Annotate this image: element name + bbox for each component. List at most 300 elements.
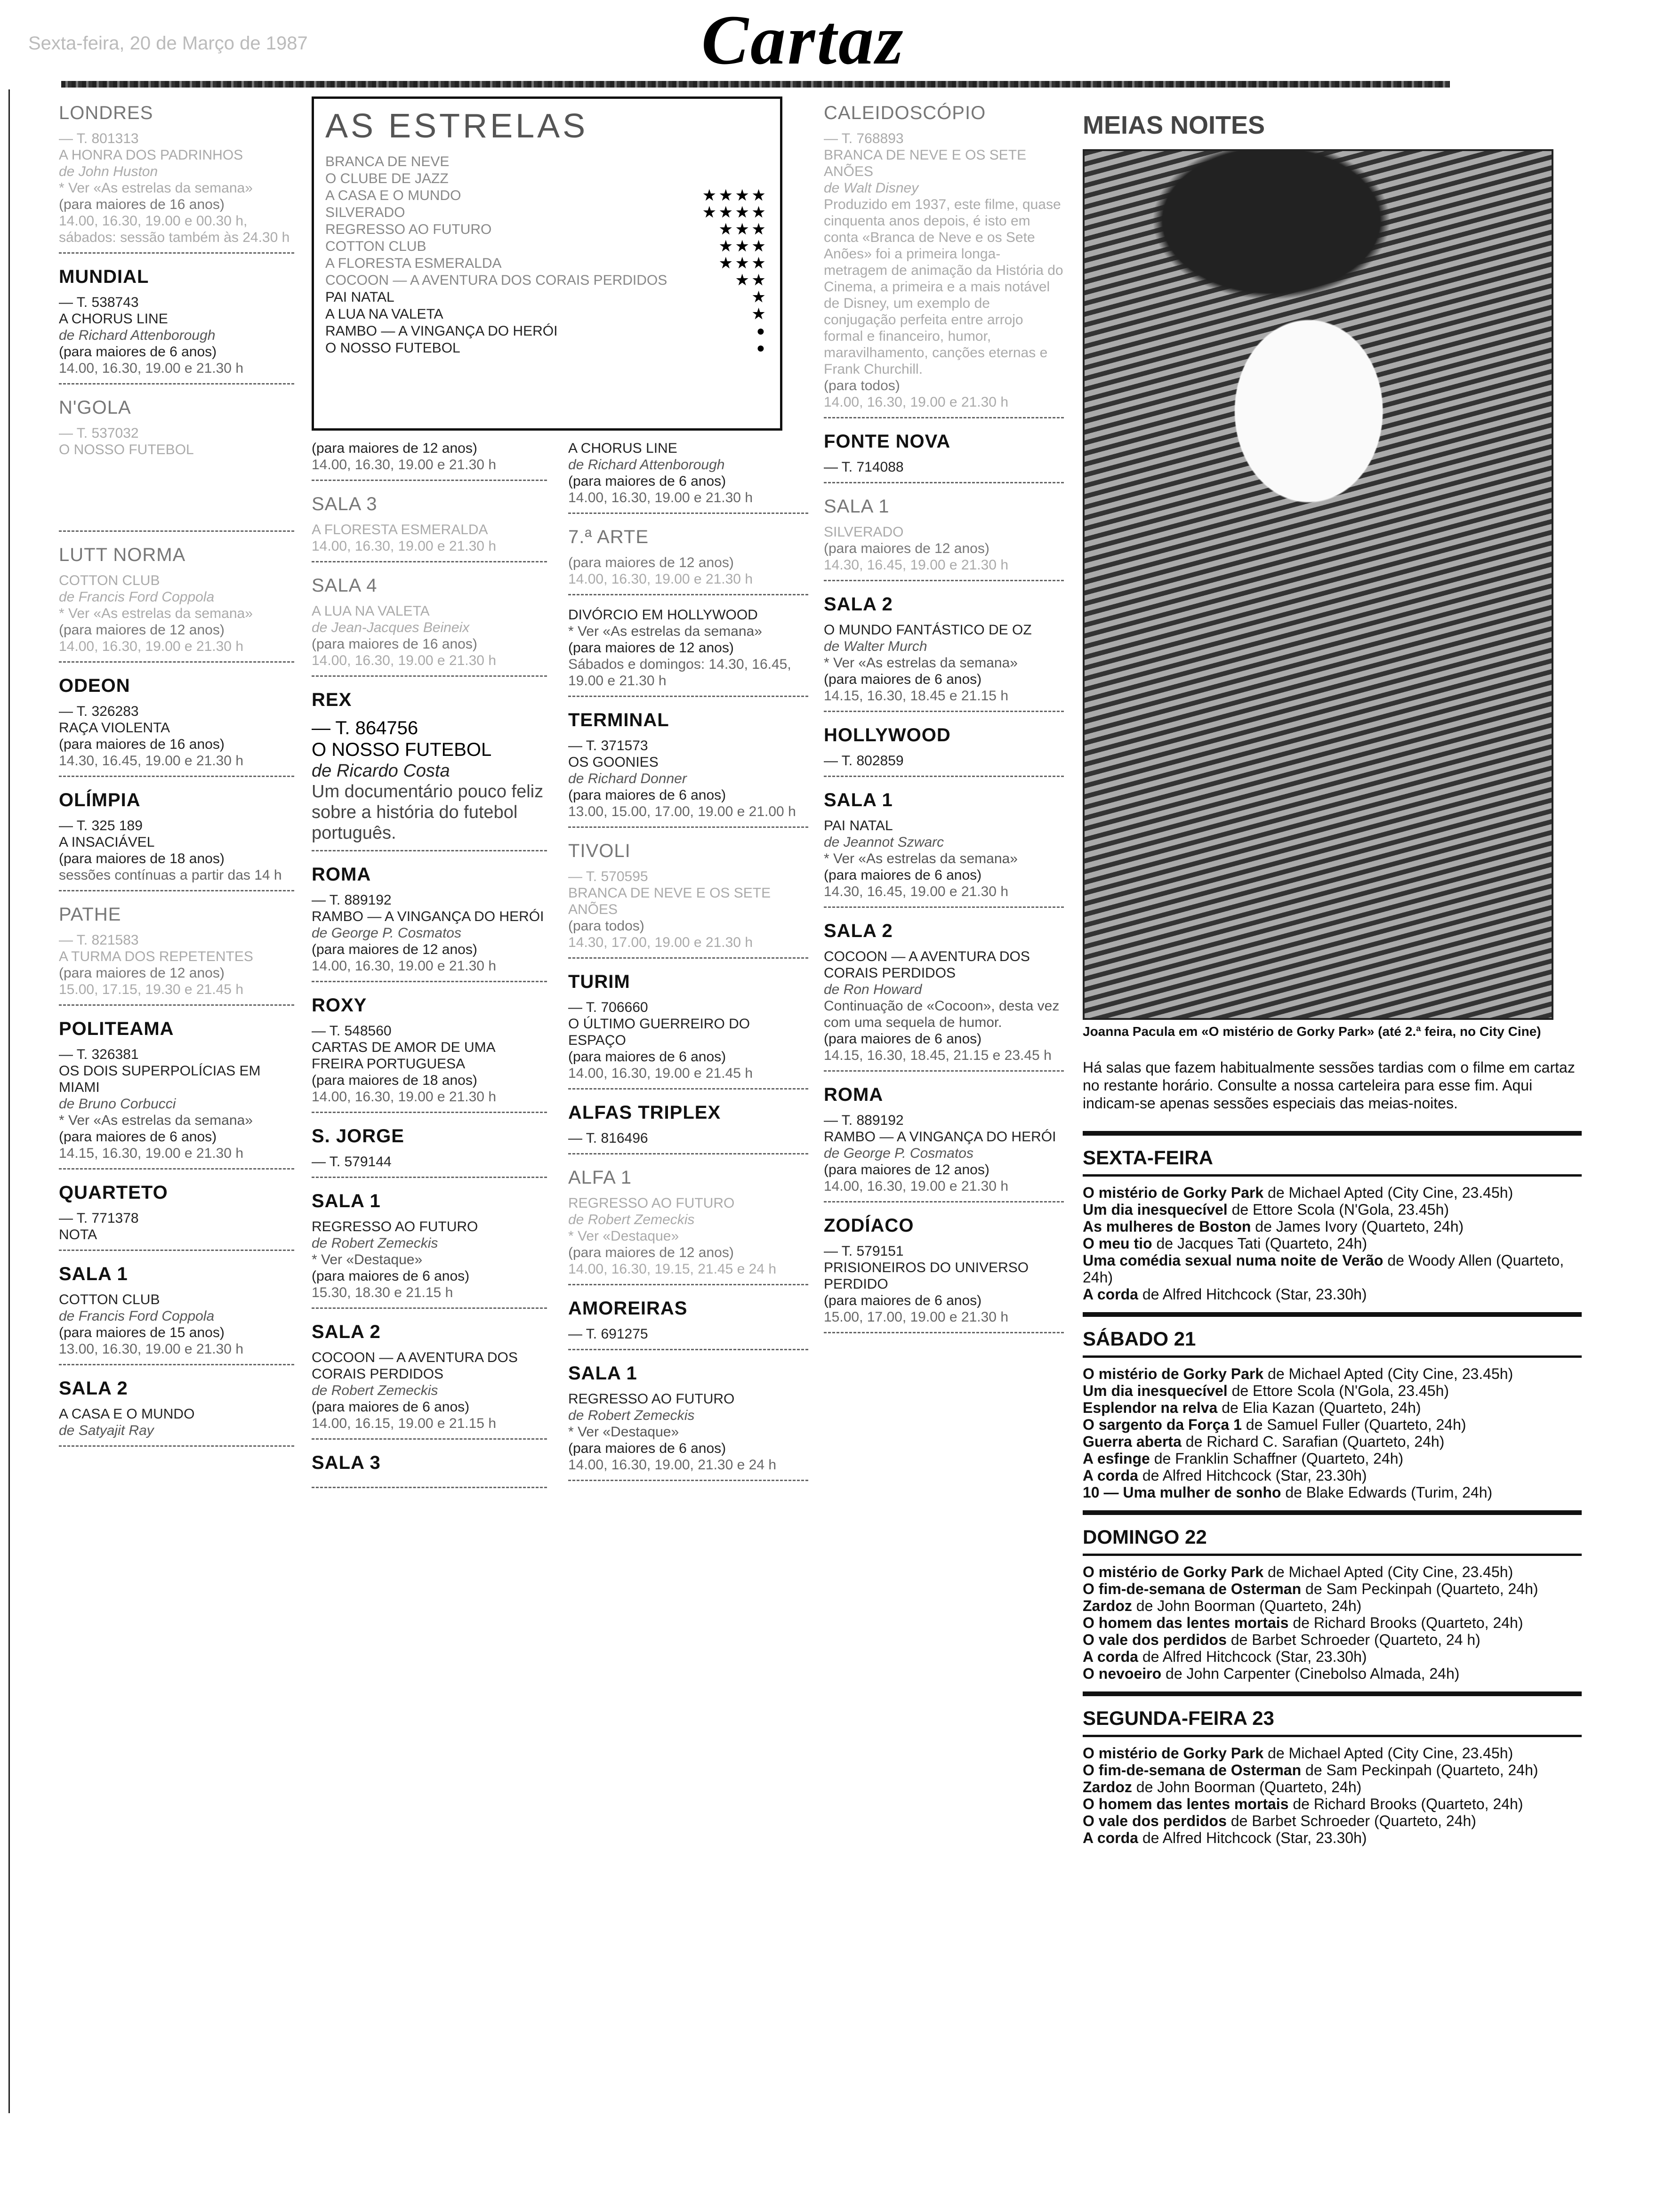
star-rating: ★★ (736, 272, 769, 288)
film-director: de Bruno Corbucci (59, 1096, 176, 1112)
cinema-section (824, 1214, 1064, 1333)
cinema-section (59, 788, 294, 891)
day-rule (1083, 1554, 1582, 1556)
film-title: REGRESSO AO FUTURO (568, 1391, 735, 1407)
showtimes: 13.00, 16.30, 19.00 e 21.30 h (59, 1341, 244, 1357)
star-film-title: A FLORESTA ESMERALDA (325, 256, 502, 271)
film-title: CARTAS DE AMOR DE UMA FREIRA PORTUGUESA (312, 1040, 495, 1072)
film-entry (568, 1195, 808, 1277)
film-entry (59, 294, 294, 377)
age-rating: (para maiores de 12 anos) (568, 555, 734, 570)
cinema-section (312, 688, 547, 851)
showtimes: 14.00, 16.30, 19.00 e 21.30 h (312, 958, 497, 974)
page-edge (8, 89, 10, 2113)
showtimes: 14.00, 16.30, 19.00 e 21.30 h (312, 653, 497, 668)
film-director: de Satyajit Ray (59, 1423, 154, 1438)
late-show-film: 10 — Uma mulher de sonho (1083, 1484, 1281, 1501)
film-entry (59, 932, 294, 998)
late-show-details: de Alfred Hitchcock (Star, 23.30h) (1138, 1467, 1367, 1484)
film-note: * Ver «As estrelas da semana» (824, 851, 1018, 866)
film-title: RAMBO — A VINGANÇA DO HERÓI (824, 1129, 1056, 1145)
late-show (1083, 1614, 1582, 1631)
film-title: A FLORESTA ESMERALDA (312, 522, 488, 537)
star-film-title: PAI NATAL (325, 289, 394, 305)
cinema-section (59, 1181, 294, 1251)
day-heading: DOMINGO 22 (1083, 1510, 1582, 1549)
film-entry (59, 1406, 294, 1439)
cinema-name: SALA 1 (312, 1191, 381, 1211)
film-title: COTTON CLUB (59, 573, 160, 588)
cinema-section (312, 574, 547, 677)
late-show-details: de John Boorman (Quarteto, 24h) (1132, 1597, 1362, 1614)
age-rating: (para maiores de 6 anos) (568, 473, 726, 489)
film-title: OS GOONIES (568, 754, 659, 770)
film-note: * Ver «As estrelas da semana» (568, 624, 762, 639)
film-entry (824, 459, 1064, 475)
stars-box (312, 96, 782, 431)
cinema-section (312, 440, 547, 481)
late-show-details: de Ettore Scola (N'Gola, 23.45h) (1227, 1201, 1449, 1218)
age-rating: (para maiores de 6 anos) (59, 344, 217, 360)
phone-number: — T. 691275 (568, 1326, 648, 1342)
late-show-film: O fim-de-semana de Osterman (1083, 1580, 1302, 1597)
late-show (1083, 1252, 1582, 1286)
day-heading: SÁBADO 21 (1083, 1312, 1582, 1351)
late-show-details: de Franklin Schaffner (Quarteto, 24h) (1150, 1450, 1404, 1467)
film-note: * Ver «As estrelas da semana» (824, 655, 1018, 671)
cinema-name: SALA 2 (312, 1322, 381, 1342)
stars-list (325, 153, 769, 357)
film-note: Continuação de «Cocoon», desta vez com uma sequela de humor. (824, 998, 1060, 1030)
cinema-name: REX (312, 689, 352, 710)
star-film-title: O CLUBE DE JAZZ (325, 171, 449, 186)
late-show-details: de John Carpenter (Cinebolso Almada, 24h) (1161, 1665, 1460, 1682)
cinema-name: SALA 1 (824, 790, 893, 810)
film-entry (312, 892, 547, 974)
film-entry (59, 425, 294, 458)
late-show (1083, 1829, 1582, 1846)
age-rating: (para maiores de 12 anos) (59, 965, 225, 981)
late-show-film: O meu tio (1083, 1235, 1152, 1252)
film-note: * Ver «Destaque» (568, 1228, 679, 1244)
cinema-section (59, 903, 294, 1006)
late-show-film: O mistério de Gorky Park (1083, 1745, 1264, 1762)
cinema-name: SALA 1 (568, 1363, 637, 1384)
stars-title: AS ESTRELAS (325, 107, 588, 145)
film-entry (312, 1218, 547, 1301)
film-director: de George P. Cosmatos (824, 1146, 973, 1161)
star-row (325, 187, 769, 204)
showtimes: 15.30, 18.30 e 21.15 h (312, 1285, 453, 1300)
late-show-details: de Blake Edwards (Turim, 24h) (1281, 1484, 1493, 1501)
film-note: * Ver «Destaque» (568, 1424, 679, 1440)
film-director: de Jeannot Szwarc (824, 834, 944, 850)
film-director: de Ricardo Costa (312, 761, 450, 781)
cinema-name: CALEIDOSCÓPIO (824, 103, 986, 123)
late-show-film: O mistério de Gorky Park (1083, 1563, 1264, 1580)
film-entry (824, 753, 1064, 769)
late-show (1083, 1218, 1582, 1235)
late-show (1083, 1484, 1582, 1501)
cinema-section (568, 440, 808, 514)
phone-number: — T. 579151 (824, 1243, 904, 1259)
late-show (1083, 1745, 1582, 1762)
late-show (1083, 1631, 1582, 1648)
cinema-name: N'GOLA (59, 397, 131, 418)
phone-number: — T. 326283 (59, 704, 139, 719)
phone-number: — T. 537032 (59, 425, 139, 441)
cinema-name: HOLLYWOOD (824, 725, 951, 745)
listing-column-1 (59, 96, 294, 1458)
day-listings (1083, 1131, 1582, 1846)
star-row (325, 306, 769, 323)
phone-number: — T. 816496 (568, 1130, 648, 1146)
cinema-section (312, 1189, 547, 1309)
cinema-name: ROMA (312, 864, 371, 885)
film-note: * Ver «Destaque» (312, 1252, 423, 1267)
cinema-name: ALFA 1 (568, 1167, 632, 1188)
cinema-name: ZODÍACO (824, 1215, 914, 1236)
star-rating: ★ (752, 306, 769, 322)
phone-number: — T. 579144 (312, 1154, 392, 1170)
showtimes: 15.00, 17.15, 19.30 e 21.45 h (59, 982, 244, 997)
late-show-details: de Alfred Hitchcock (Star, 23.30h) (1138, 1286, 1367, 1303)
star-row (325, 255, 769, 272)
film-title: A TURMA DOS REPETENTES (59, 949, 253, 964)
showtimes: 14.00, 16.30, 19.00 e 21.30 h (568, 490, 753, 505)
film-director: de Walt Disney (824, 180, 919, 196)
late-show (1083, 1563, 1582, 1580)
film-title: A CASA E O MUNDO (59, 1406, 195, 1422)
late-show-details: de Ettore Scola (N'Gola, 23.45h) (1227, 1382, 1449, 1399)
phone-number: — T. 326381 (59, 1047, 139, 1062)
showtimes: 14.00, 16.15, 19.00 e 21.15 h (312, 1416, 497, 1431)
age-rating: (para maiores de 6 anos) (824, 1293, 982, 1308)
age-rating: (para maiores de 6 anos) (312, 1399, 470, 1415)
late-show (1083, 1399, 1582, 1416)
star-rating: ★★★ (719, 222, 769, 237)
showtimes: 14.00, 16.30, 19.00 e 00.30 h, sábados: sessão também às 24.30 h (59, 213, 290, 245)
cinema-name: SALA 1 (59, 1264, 128, 1284)
age-rating: (para maiores de 16 anos) (312, 636, 477, 652)
showtimes: 14.00, 16.30, 19.00, 21.30 e 24 h (568, 1457, 777, 1473)
film-entry (312, 440, 547, 473)
film-title: SILVERADO (824, 524, 904, 540)
top-rule (61, 81, 1450, 88)
late-show-details: de Barbet Schroeder (Quarteto, 24 h) (1226, 1631, 1480, 1648)
showtimes: Sábados e domingos: 14.30, 16.45, 19.00 e 21.30 h (568, 657, 791, 689)
late-show-details: de Richard C. Sarafian (Quarteto, 24h) (1181, 1433, 1445, 1450)
late-show (1083, 1467, 1582, 1484)
late-show-film: O nevoeiro (1083, 1665, 1162, 1682)
film-title: BRANCA DE NEVE E OS SETE ANÕES (568, 885, 771, 917)
star-row (325, 204, 769, 221)
star-row (325, 238, 769, 255)
cinema-name: TIVOLI (568, 841, 631, 861)
cinema-name: SALA 3 (312, 1452, 381, 1473)
film-entry (568, 607, 808, 689)
film-title: PRISIONEIROS DO UNIVERSO PERDIDO (824, 1260, 1029, 1292)
film-title: DIVÓRCIO EM HOLLYWOOD (568, 607, 758, 623)
film-entry (59, 1210, 294, 1243)
star-film-title: SILVERADO (325, 205, 405, 220)
listing-column-3 (568, 440, 808, 1492)
actress-photo (1083, 149, 1553, 1020)
age-rating: (para todos) (568, 918, 644, 934)
cinema-section (59, 101, 294, 254)
phone-number: — T. 371573 (568, 738, 648, 753)
cinema-name: ROXY (312, 995, 367, 1016)
film-title: BRANCA DE NEVE E OS SETE ANÕES (824, 147, 1027, 179)
cinema-section (824, 495, 1064, 581)
film-entry (824, 622, 1064, 704)
cinema-name: TURIM (568, 971, 630, 992)
film-entry (568, 737, 808, 820)
masthead: Cartaz (701, 1, 905, 79)
late-show-details: de Alfred Hitchcock (Star, 23.30h) (1138, 1829, 1367, 1846)
film-entry (568, 440, 808, 506)
age-rating: (para maiores de 16 anos) (59, 737, 225, 752)
late-show-details: de James Ivory (Quarteto, 24h) (1251, 1218, 1464, 1235)
film-entry (312, 1154, 547, 1170)
star-rating: ★★★★ (703, 205, 769, 220)
star-rating: ● (756, 323, 769, 339)
film-title: O ÚLTIMO GUERREIRO DO ESPAÇO (568, 1016, 750, 1048)
film-note: Um documentário pouco feliz sobre a história do futebol português. (312, 782, 544, 843)
showtimes: 14.15, 16.30, 19.00 e 21.30 h (59, 1146, 244, 1161)
phone-number: — T. 570595 (568, 869, 648, 884)
cinema-section (312, 1451, 547, 1488)
late-show (1083, 1433, 1582, 1450)
age-rating: (para maiores de 6 anos) (568, 1441, 726, 1456)
age-rating: (para maiores de 18 anos) (59, 851, 225, 866)
film-title: O NOSSO FUTEBOL (312, 739, 492, 760)
film-entry (59, 130, 294, 246)
cinema-section (568, 1297, 808, 1350)
phone-number: — T. 714088 (824, 459, 904, 475)
meias-noites-column (1083, 96, 1582, 1846)
age-rating: (para maiores de 12 anos) (824, 541, 989, 556)
meias-title: MEIAS NOITES (1083, 111, 1265, 139)
film-title: A CHORUS LINE (59, 311, 168, 327)
cinema-section (568, 525, 808, 595)
cinema-section (568, 607, 808, 697)
age-rating: (para maiores de 18 anos) (312, 1073, 477, 1088)
film-entry (59, 1046, 294, 1162)
late-show-film: Um dia inesquecível (1083, 1382, 1228, 1399)
cinema-name: SALA 2 (59, 1378, 128, 1399)
late-show-details: de Michael Apted (City Cine, 23.45h) (1263, 1745, 1513, 1762)
showtimes: 14.00, 16.30, 19.00 e 21.30 h (312, 457, 497, 473)
phone-number: — T. 821583 (59, 932, 139, 948)
cinema-section (59, 1017, 294, 1170)
late-show (1083, 1597, 1582, 1614)
late-show-film: As mulheres de Boston (1083, 1218, 1251, 1235)
film-director: de Walter Murch (824, 639, 927, 654)
star-film-title: RAMBO — A VINGANÇA DO HERÓI (325, 323, 558, 339)
film-title: OS DOIS SUPERPOLÍCIAS EM MIAMI (59, 1063, 261, 1095)
film-entry (568, 999, 808, 1082)
showtimes: 14.30, 17.00, 19.00 e 21.30 h (568, 935, 753, 950)
faded-text (59, 458, 294, 524)
film-director: de Robert Zemeckis (568, 1212, 695, 1227)
film-director: de Robert Zemeckis (312, 1383, 438, 1398)
showtimes: 14.00, 16.30, 19.15, 21.45 e 24 h (568, 1261, 777, 1277)
showtimes: 14.30, 16.45, 19.00 e 21.30 h (824, 884, 1009, 899)
film-entry (824, 130, 1064, 410)
cinema-name: SALA 4 (312, 575, 378, 596)
age-rating: (para maiores de 6 anos) (59, 1129, 217, 1145)
cinema-section (824, 593, 1064, 712)
late-show-film: O mistério de Gorky Park (1083, 1184, 1264, 1201)
age-rating: (para maiores de 12 anos) (824, 1162, 989, 1178)
cinema-name: 7.ª ARTE (568, 527, 649, 547)
showtimes: 15.00, 17.00, 19.00 e 21.30 h (824, 1309, 1009, 1325)
late-show-film: Zardoz (1083, 1779, 1132, 1795)
late-show (1083, 1184, 1582, 1201)
late-show-details: de Richard Brooks (Quarteto, 24h) (1288, 1614, 1523, 1631)
star-film-title: A LUA NA VALETA (325, 306, 443, 322)
cinema-section (59, 543, 294, 663)
star-row (325, 170, 769, 187)
film-entry (59, 703, 294, 769)
film-title: A LUA NA VALETA (312, 603, 430, 619)
star-rating: ★★★ (719, 256, 769, 271)
late-show (1083, 1235, 1582, 1252)
cinema-name: S. JORGE (312, 1126, 404, 1146)
late-show-details: de Alfred Hitchcock (Star, 23.30h) (1138, 1648, 1367, 1665)
late-show (1083, 1286, 1582, 1303)
cinema-section (568, 708, 808, 828)
film-entry (59, 572, 294, 655)
late-show-film: O homem das lentes mortais (1083, 1795, 1289, 1812)
showtimes: 14.00, 16.30, 19.00 e 21.30 h (312, 538, 497, 554)
film-title: COTTON CLUB (59, 1292, 160, 1307)
cinema-section (312, 863, 547, 982)
showtimes: 14.30, 16.45, 19.00 e 21.30 h (824, 557, 1009, 573)
late-show-film: A corda (1083, 1467, 1138, 1484)
star-rating: ★★★★ (703, 188, 769, 203)
age-rating: (para maiores de 6 anos) (312, 1268, 470, 1284)
late-show-details: de Samuel Fuller (Quarteto, 24h) (1241, 1416, 1466, 1433)
film-entry (824, 948, 1064, 1064)
star-row (325, 221, 769, 238)
age-rating: (para maiores de 12 anos) (312, 942, 477, 957)
late-show-details: de John Boorman (Quarteto, 24h) (1132, 1779, 1362, 1795)
late-show-details: de Richard Brooks (Quarteto, 24h) (1288, 1795, 1523, 1812)
date-line: Sexta-feira, 20 de Março de 1987 (28, 33, 308, 54)
film-title: A INSACIÁVEL (59, 834, 155, 850)
star-film-title: A CASA E O MUNDO (325, 188, 461, 203)
film-title: O NOSSO FUTEBOL (59, 442, 194, 457)
film-entry (568, 868, 808, 951)
film-title: COCOON — A AVENTURA DOS CORAIS PERDIDOS (312, 1350, 518, 1382)
star-film-title: O NOSSO FUTEBOL (325, 340, 460, 356)
age-rating: (para todos) (824, 378, 900, 393)
star-row (325, 289, 769, 306)
film-entry (312, 1023, 547, 1105)
late-show (1083, 1382, 1582, 1399)
late-show-film: Um dia inesquecível (1083, 1201, 1228, 1218)
phone-number: — T. 538743 (59, 295, 139, 310)
cinema-section (59, 396, 294, 532)
star-film-title: REGRESSO AO FUTURO (325, 222, 492, 237)
cinema-name: LUTT NORMA (59, 545, 186, 565)
late-show-details: de Elia Kazan (Quarteto, 24h) (1217, 1399, 1421, 1416)
age-rating: (para maiores de 16 anos) (59, 197, 225, 212)
late-show-film: A corda (1083, 1829, 1138, 1846)
film-director: de Jean-Jacques Beineix (312, 620, 470, 635)
film-director: de John Huston (59, 164, 158, 179)
day-heading: SEXTA-FEIRA (1083, 1131, 1582, 1170)
cinema-section (59, 674, 294, 777)
film-entry (824, 524, 1064, 573)
late-show-film: O mistério de Gorky Park (1083, 1365, 1264, 1382)
star-film-title: COCOON — A AVENTURA DOS CORAIS PERDIDOS (325, 272, 668, 288)
cinema-name: ALFAS TRIPLEX (568, 1102, 721, 1123)
late-show-film: O homem das lentes mortais (1083, 1614, 1289, 1631)
late-show-film: A corda (1083, 1648, 1138, 1665)
cinema-section (824, 919, 1064, 1072)
age-rating: (para maiores de 6 anos) (568, 1049, 726, 1065)
film-director: de George P. Cosmatos (312, 925, 461, 941)
cinema-name: ODEON (59, 675, 130, 696)
star-rating: ★ (752, 289, 769, 305)
showtimes: 14.00, 16.30, 19.00 e 21.30 h (59, 361, 244, 376)
film-entry (568, 1130, 808, 1146)
age-rating: (para maiores de 12 anos) (312, 441, 477, 456)
age-rating: (para maiores de 6 anos) (824, 672, 982, 687)
showtimes: 14.15, 16.30, 18.45 e 21.15 h (824, 688, 1009, 704)
late-show (1083, 1365, 1582, 1382)
day-rule (1083, 1174, 1582, 1177)
film-director: de Richard Attenborough (568, 457, 725, 473)
cinema-section (568, 970, 808, 1090)
film-title: A CHORUS LINE (568, 441, 677, 456)
film-note: * Ver «As estrelas da semana» (59, 1113, 253, 1128)
film-entry (824, 817, 1064, 900)
cinema-name: OLÍMPIA (59, 790, 141, 810)
phone-number: — T. 768893 (824, 131, 904, 146)
star-rating: ★★★ (719, 239, 769, 254)
showtimes: 14.00, 16.30, 19.00 e 21.30 h (312, 1089, 497, 1105)
phone-number: — T. 548560 (312, 1023, 392, 1039)
late-show-details: de Sam Peckinpah (Quarteto, 24h) (1301, 1580, 1538, 1597)
late-show-film: O fim-de-semana de Osterman (1083, 1762, 1302, 1779)
film-note: * Ver «As estrelas da semana» (59, 180, 253, 196)
cinema-name: PATHE (59, 904, 121, 925)
star-film-title: BRANCA DE NEVE (325, 154, 450, 169)
cinema-name: SALA 3 (312, 494, 378, 514)
star-row (325, 323, 769, 340)
film-director: de Robert Zemeckis (312, 1235, 438, 1251)
cinema-section (59, 1262, 294, 1365)
late-show (1083, 1201, 1582, 1218)
cinema-section (568, 839, 808, 959)
film-director: de Francis Ford Coppola (59, 589, 215, 605)
film-entry (312, 1349, 547, 1432)
star-rating: ● (756, 340, 769, 356)
late-show-film: Guerra aberta (1083, 1433, 1182, 1450)
age-rating: (para maiores de 12 anos) (59, 622, 225, 638)
late-show-film: O vale dos perdidos (1083, 1631, 1227, 1648)
late-show-details: de Sam Peckinpah (Quarteto, 24h) (1301, 1762, 1538, 1779)
phone-number: — T. 771378 (59, 1210, 139, 1226)
late-show-details: de Barbet Schroeder (Quarteto, 24h) (1226, 1812, 1476, 1829)
film-title: COCOON — A AVENTURA DOS CORAIS PERDIDOS (824, 949, 1030, 981)
cinema-section (312, 1320, 547, 1440)
late-show-details: de Michael Apted (City Cine, 23.45h) (1263, 1184, 1513, 1201)
